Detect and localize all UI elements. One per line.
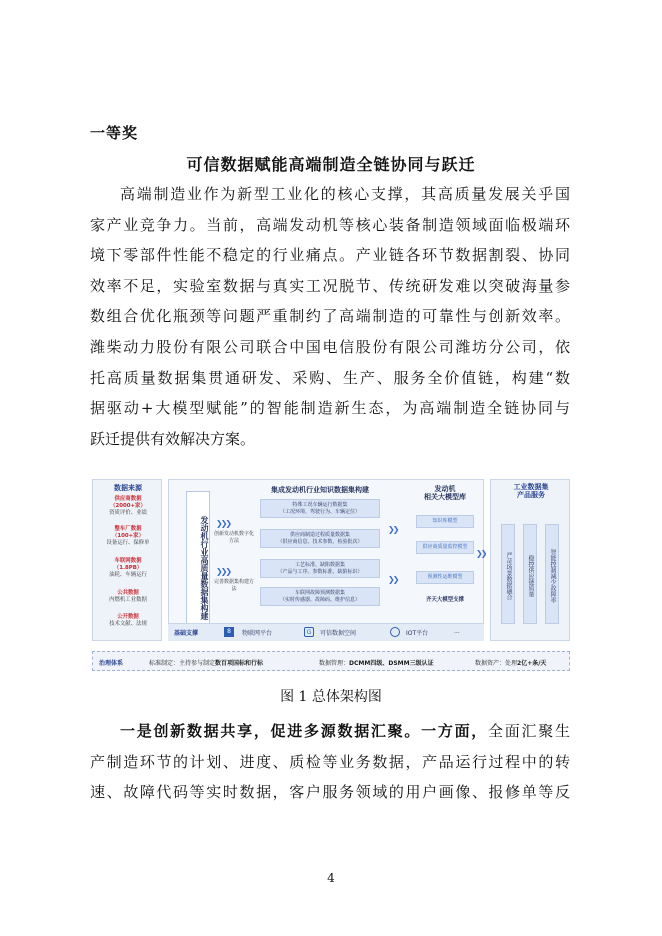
- std-prefix: 标准制定：主持参与制定: [149, 660, 216, 667]
- dataset-detail: （工况环境、驾驶行为、车辆定位）: [279, 508, 360, 515]
- knowledge-dataset-item: [260, 587, 380, 606]
- paragraph-line: 速、故障代码等实时数据，客户服务领域的用户画像、报修单等反: [90, 783, 570, 802]
- mgmt-prefix: 数据管理：: [319, 660, 350, 667]
- governance-standards: [149, 658, 263, 667]
- paragraph-line: 家产业竞争力。当前，高端发动机等核心装备制造领域面临极端环: [90, 215, 570, 234]
- source-item: [93, 558, 163, 579]
- dataset-build-label: 发动机行业高质量数据集构建: [186, 491, 210, 631]
- iot-platform-icon: [390, 627, 400, 637]
- source-head: 供应商数据: [114, 496, 142, 502]
- knowledge-dataset-item: [260, 529, 380, 548]
- knowledge-dataset-item: [260, 559, 380, 578]
- bold-lead: 一方面，: [421, 722, 489, 740]
- base-item: ...: [454, 628, 460, 635]
- bold-lead: 一是创新数据共享，促进多源数据汇聚。: [120, 722, 422, 740]
- source-head: 公共数据: [117, 590, 139, 596]
- product-service-title: [491, 483, 571, 499]
- architecture-diagram: [92, 479, 570, 673]
- paragraph-line: 托高质量数据集贯通研发、采购、生产、服务全价值链，构建“数: [90, 368, 570, 387]
- source-desc: 内燃机工业数据: [109, 597, 147, 603]
- governance-bar: [92, 651, 570, 671]
- source-head: 公开数据: [117, 614, 139, 620]
- source-head: 整车厂数据: [114, 526, 142, 532]
- source-count: （100+家）: [112, 533, 144, 539]
- model-title-line: 发动机: [434, 485, 456, 493]
- source-head: 车联网数据: [114, 558, 142, 564]
- knowledge-dataset-item: [260, 499, 380, 518]
- paragraph-line: 据驱动+大模型赋能”的智能制造新生态，为高端制造全链协同与: [90, 399, 570, 418]
- dataset-detail: （供应商信息、技术参数、检验批次）: [277, 538, 363, 545]
- dataset-name: 供应商制造过程质量数据集: [289, 532, 350, 538]
- source-desc: 资质评价、业绩: [109, 510, 147, 516]
- paragraph-line: 高端制造业作为新型工业化的核心支撑，其高质量发展关乎国: [120, 185, 570, 203]
- source-item: [93, 614, 163, 628]
- method-note: 创新发动机数字化方法: [213, 531, 254, 544]
- paragraph-line: [90, 716, 570, 747]
- method-note: 完善数据集构建方法: [213, 579, 254, 592]
- paragraph-line: 跃迁提供有效解决方案。: [90, 429, 256, 448]
- paragraph-line: 境下零部件性能不稳定的行业痛点。产业链各环节数据割裂、协同: [90, 246, 570, 265]
- source-item: [93, 496, 163, 517]
- intro-paragraph: [90, 179, 570, 454]
- paragraph-line: 效率不足，实验室数据与真实工况脱节、传统研发难以突破海量参: [90, 276, 570, 295]
- base-support-label: 基础支撑: [174, 630, 199, 637]
- source-desc: 设备运行、保修单: [106, 540, 150, 546]
- source-count: （2000+家）: [110, 503, 146, 509]
- iot-icon: 8: [224, 627, 234, 637]
- data-space-icon: G: [304, 627, 314, 637]
- source-desc: 技术文献、法规: [109, 621, 147, 627]
- base-item: IOT平台: [406, 630, 429, 637]
- arrow-icon: ❯❯❯: [216, 519, 231, 528]
- governance-assets: [475, 658, 546, 667]
- model-library-title: [410, 485, 480, 501]
- base-support-bar: [168, 623, 484, 641]
- dataset-name: 特殊工况车辆运行数据集: [292, 502, 348, 508]
- arrow-icon: ❯❯❯: [216, 567, 231, 576]
- data-sources-panel: [92, 479, 162, 641]
- paragraph-text: 全面汇聚生: [488, 722, 570, 740]
- award-heading: 一等奖: [90, 124, 139, 142]
- source-item: [93, 590, 163, 604]
- dataset-detail: （实时传感器、故障码、维护信息）: [279, 596, 360, 603]
- dataset-name: 车联网故障预测数据集: [294, 590, 345, 596]
- product-title-line: 工业数据集: [513, 483, 549, 491]
- paragraph-line: 数组合优化瓶颈等问题严重制约了高端制造的可靠性与创新效率。: [90, 307, 570, 326]
- source-item: [93, 526, 163, 547]
- base-item: 可信数据空间: [320, 630, 357, 637]
- model-support-label: 齐天大模型支撑: [426, 597, 464, 603]
- model-item: 预测性运维模型: [416, 571, 474, 584]
- model-item: 知识库模型: [416, 515, 474, 528]
- figure-caption: 图 1 总体架构图: [280, 689, 382, 705]
- source-desc: 油耗、车辆运行: [109, 572, 147, 578]
- governance-label: 治理体系: [99, 660, 124, 667]
- data-sources-title: 数据来源: [114, 484, 142, 492]
- model-library-panel: [410, 485, 480, 635]
- knowledge-dataset-title: 集成发动机行业知识数据集构建: [271, 486, 369, 494]
- governance-management: [319, 658, 434, 667]
- assets-value: 2亿+条/天: [517, 660, 547, 667]
- arrow-icon: ❯❯: [388, 575, 398, 584]
- model-title-line: 相关大模型库: [424, 493, 466, 501]
- paragraph-line: 潍柴动力股份有限公司联合中国电信股份有限公司潍坊分公司，依: [90, 337, 570, 356]
- product-service-panel: [490, 479, 570, 641]
- assets-prefix: 数据资产：处理: [475, 660, 518, 667]
- section-paragraph: [90, 716, 570, 808]
- paragraph-line: 产制造环节的计划、进度、质检等业务数据，产品运行过程中的转: [90, 752, 570, 771]
- std-value: 数百项国标和行标: [215, 660, 264, 667]
- document-title: 可信数据赋能高端制造全链协同与跃迁: [186, 155, 476, 174]
- arrow-icon: ❯❯: [388, 525, 398, 534]
- product-column: 严苛场景数据融合: [501, 524, 515, 624]
- dataset-name: 工艺标准、缺陷数据集: [294, 562, 345, 568]
- dataset-detail: （产品与工序、参数标准、缺陷标识）: [277, 568, 363, 575]
- product-column: 稳控供应链质量: [523, 524, 537, 624]
- mgmt-value: DCMM四级、DSMM三级认证: [349, 660, 434, 667]
- source-count: （1.8PB）: [113, 565, 143, 571]
- page-number: 4: [327, 871, 335, 885]
- arrow-icon: ❯❯: [476, 549, 486, 558]
- product-column: 智能控制减少故障率: [545, 524, 559, 624]
- base-item: 物联网平台: [242, 630, 273, 637]
- product-title-line: 产品服务: [517, 491, 545, 499]
- model-item: 供应商质量监控模型: [416, 541, 474, 554]
